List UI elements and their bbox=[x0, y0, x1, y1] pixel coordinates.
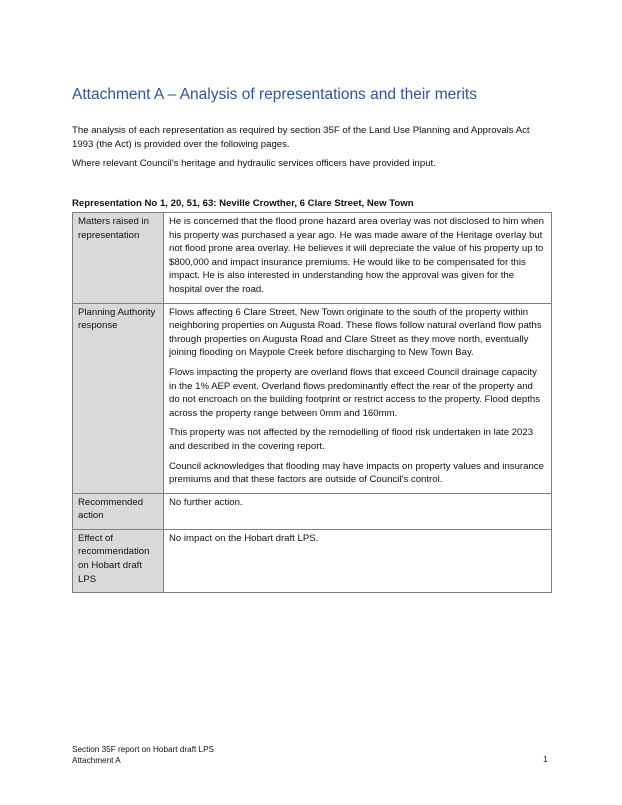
intro-paragraph: The analysis of each representation as required by section 35F of the Land Use Planning and Approvals Act 1993 (the Act) is provided over the following pages. bbox=[72, 125, 530, 150]
content-paragraph: Flows impacting the property are overland flows that exceed Council drainage capacity in the 1% AEP event. Overland flows predominantly effect the rear of the property and do not encroach on the building footprint or restrict access to the property. Flood depths across the property range between 0mm and 160mm. bbox=[169, 366, 540, 419]
table-row bbox=[73, 529, 552, 592]
footer-report-name: Section 35F report on Hobart draft LPS bbox=[72, 745, 214, 754]
row-content bbox=[164, 303, 552, 493]
row-content bbox=[164, 213, 552, 304]
row-label: Recommended action bbox=[73, 493, 164, 529]
table-row bbox=[73, 493, 552, 529]
footer bbox=[72, 744, 214, 766]
row-label: Matters raised in representation bbox=[73, 213, 164, 304]
intro-paragraph-input: Where relevant Council’s heritage and hydraulic services officers have provided input. bbox=[72, 158, 436, 169]
content-paragraph: No further action. bbox=[169, 496, 243, 508]
content-paragraph: Flows affecting 6 Clare Street, New Town originate to the south of the property within neighboring properties on Augusta Road. These flows follow natural overland flow paths through properties on Augusta Road and Clare Street as they move north, eventually joining flooding on Maypole Creek before discharging to New Town Bay. bbox=[169, 306, 542, 359]
page-title: Attachment A – Analysis of representations and their merits bbox=[72, 86, 477, 103]
content-paragraph: This property was not affected by the remodelling of flood risk undertaken in late 2023 and described in the covering report. bbox=[169, 427, 534, 452]
table-row bbox=[73, 303, 552, 493]
row-label: Planning Authority response bbox=[73, 303, 164, 493]
page-number: 1 bbox=[543, 755, 548, 764]
row-content bbox=[164, 529, 552, 592]
content-paragraph: He is concerned that the flood prone hazard area overlay was not disclosed to him when his property was purchased a year ago. He was made aware of the Heritage overlay but not flood prone area overlay. He believes it will depreciate the value of his property up to $800,000 and impact insurance premiums. He would like to be compensated for this impact. He is also interested in understanding how the approval was given for the hospital over the road. bbox=[169, 216, 544, 295]
table-row bbox=[73, 213, 552, 304]
representation-heading: Representation No 1, 20, 51, 63: Neville Crowther, 6 Clare Street, New Town bbox=[72, 198, 414, 209]
footer-attachment-name: Attachment A bbox=[72, 756, 121, 765]
row-label: Effect of recommendation on Hobart draft LPS bbox=[73, 529, 164, 592]
representation-table bbox=[72, 212, 552, 593]
content-paragraph: Council acknowledges that flooding may have impacts on property values and insurance premiums and that these factors are outside of Council’s control. bbox=[169, 460, 544, 486]
row-content bbox=[164, 493, 552, 529]
content-paragraph: No impact on the Hobart draft LPS. bbox=[169, 532, 319, 544]
